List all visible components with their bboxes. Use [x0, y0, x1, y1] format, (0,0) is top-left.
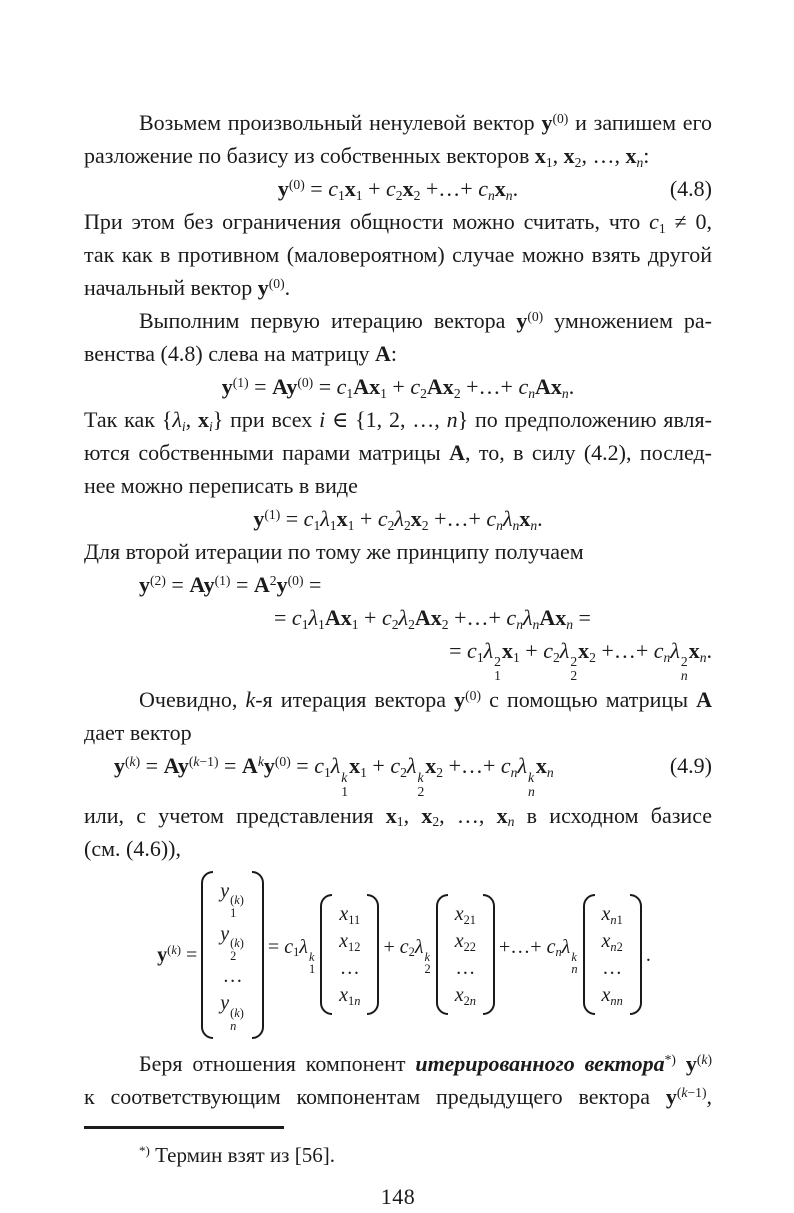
right-paren	[252, 871, 264, 1040]
vector-entry: …	[602, 957, 623, 980]
text-line: Беря отношения компонент итерированного вектора*) $y^{(k)}$	[139, 1051, 713, 1077]
text-line: дает вектор	[84, 720, 192, 746]
equation-formula: $y^{(0)} = c_1x_1 + c_2x_2$ +…+ $c_nx_n$.	[277, 176, 519, 203]
text-line: или, с учетом представления $x_1$, $x_2$, …, $x_n$ в исходном базисе	[84, 802, 713, 830]
matrix-equation	[84, 871, 712, 1040]
vector-entry: $x_{22}$	[454, 930, 476, 954]
text-line: Для второй итерации по тому же принципу получаем	[84, 539, 584, 564]
page-body	[84, 106, 712, 1113]
vector-coefficient: = $c_1\lambda$ k 1	[267, 936, 316, 977]
text-line: При этом без ограничения общности можно считать, что $c_1 \ne 0$,	[84, 209, 713, 236]
vector-entry: y (k) 2	[220, 922, 244, 963]
vector-entry: y (k) n	[220, 992, 244, 1033]
display-equation: $y^{(1)} = Ay^{(0)} = c_1Ax_1 + c_2Ax_2$ +…+ $c_nAx_n$.	[221, 374, 575, 401]
vector-entry: $x_{21}$	[454, 903, 476, 927]
text-line: (см. (4.6)),	[84, 835, 181, 861]
equation-number: (4.8)	[669, 176, 712, 201]
vector-entry: $x_{11}$	[339, 903, 361, 927]
vector-entry: $x_{n2}$	[601, 930, 623, 954]
matrix-lhs: $y^{(k)}$ =	[157, 943, 198, 966]
display-equation: $y^{(1)} = c_1\lambda_1x_1 + c_2\lambda_2x_2$ +…+ $c_n\lambda_nx_n$.	[253, 506, 543, 533]
vector-entry: …	[339, 957, 360, 980]
page-number: 148	[380, 1184, 416, 1210]
vector-entry: $x_{2n}$	[454, 984, 476, 1008]
text-line: так как в противном (маловероятном) случае можно взять другой	[84, 242, 712, 267]
vector-coefficient: + $c_2\lambda$ k 2	[383, 936, 431, 977]
equation-number: (4.9)	[669, 753, 712, 779]
right-paren	[367, 894, 379, 1015]
text-line: Выполним первую итерацию вектора $y^{(0)}$ умножением ра-	[139, 308, 713, 333]
vector-coefficient: +…+ $c_n\lambda$ k n	[499, 936, 578, 977]
equation-formula: $y^{(k)} = Ay^{(k-1)} = A^ky^{(0)} = c_1\lambda$ k 1 $x_1 + c_2\lambda$ k 2 $x_2$ +…+ $c_n\lambda$ k n $x_n$	[114, 753, 554, 799]
text-line: Возьмем произвольный ненулевой вектор $y^{(0)}$ и запишем его	[139, 110, 712, 135]
column-vector	[436, 894, 495, 1015]
vector-entry: $x_{n1}$	[601, 903, 623, 927]
vector-entry: …	[455, 957, 476, 980]
left-paren	[201, 871, 213, 1040]
vector-entry: $x_{12}$	[339, 930, 361, 954]
text-line: разложение по базису из собственных векторов $x_1$, $x_2$, …, $x_n$:	[84, 143, 650, 170]
right-paren	[630, 894, 642, 1015]
footnote-text: *) Термин взят из [56].	[139, 1143, 335, 1168]
vector-entry: $x_{1n}$	[339, 984, 361, 1008]
matrix-period: .	[645, 943, 651, 966]
text-line: начальный вектор $y^{(0)}$.	[84, 275, 291, 300]
text-line: нее можно переписать в виде	[84, 473, 358, 498]
display-equation	[84, 749, 712, 798]
text-line: венства (4.8) слева на матрицу A:	[84, 341, 398, 366]
vector-entry: …	[222, 965, 243, 988]
display-equation: $y^{(2)} = Ay^{(1)} = A^2y^{(0)}$ =	[139, 572, 322, 597]
left-paren	[583, 894, 595, 1015]
vector-entry: y (k) 1	[220, 879, 244, 920]
footnote-rule	[84, 1126, 284, 1129]
left-paren	[320, 894, 332, 1015]
left-paren	[436, 894, 448, 1015]
text-line: к соответствующим компонентам предыдущего вектора $y^{(k-1)}$,	[84, 1084, 712, 1110]
right-paren	[483, 894, 495, 1015]
text-line: ются собственными парами матрицы A, то, в силу (4.2), послед-	[84, 440, 712, 465]
vector-entry: $x_{nn}$	[601, 984, 623, 1008]
text-line: Очевидно, k-я итерация вектора $y^{(0)}$ с помощью матрицы A	[139, 687, 712, 713]
column-vector	[583, 894, 642, 1015]
display-equation	[84, 172, 712, 205]
column-vector	[320, 894, 379, 1015]
column-vector	[201, 871, 264, 1040]
display-equation: = $c_1\lambda_1Ax_1 + c_2\lambda_2Ax_2$ +…+ $c_n\lambda_nAx_n$ =	[274, 605, 591, 632]
display-equation: = $c_1\lambda$ 2 1 $x_1 + c_2\lambda$ 2 2 $x_2$ +…+ $c_n\lambda$ 2 n $x_n$.	[449, 638, 712, 684]
text-line: Так как {$\lambda_i$, $x_i$} при всех i ∈ {1, 2, …, n} по предположению явля-	[84, 407, 712, 434]
